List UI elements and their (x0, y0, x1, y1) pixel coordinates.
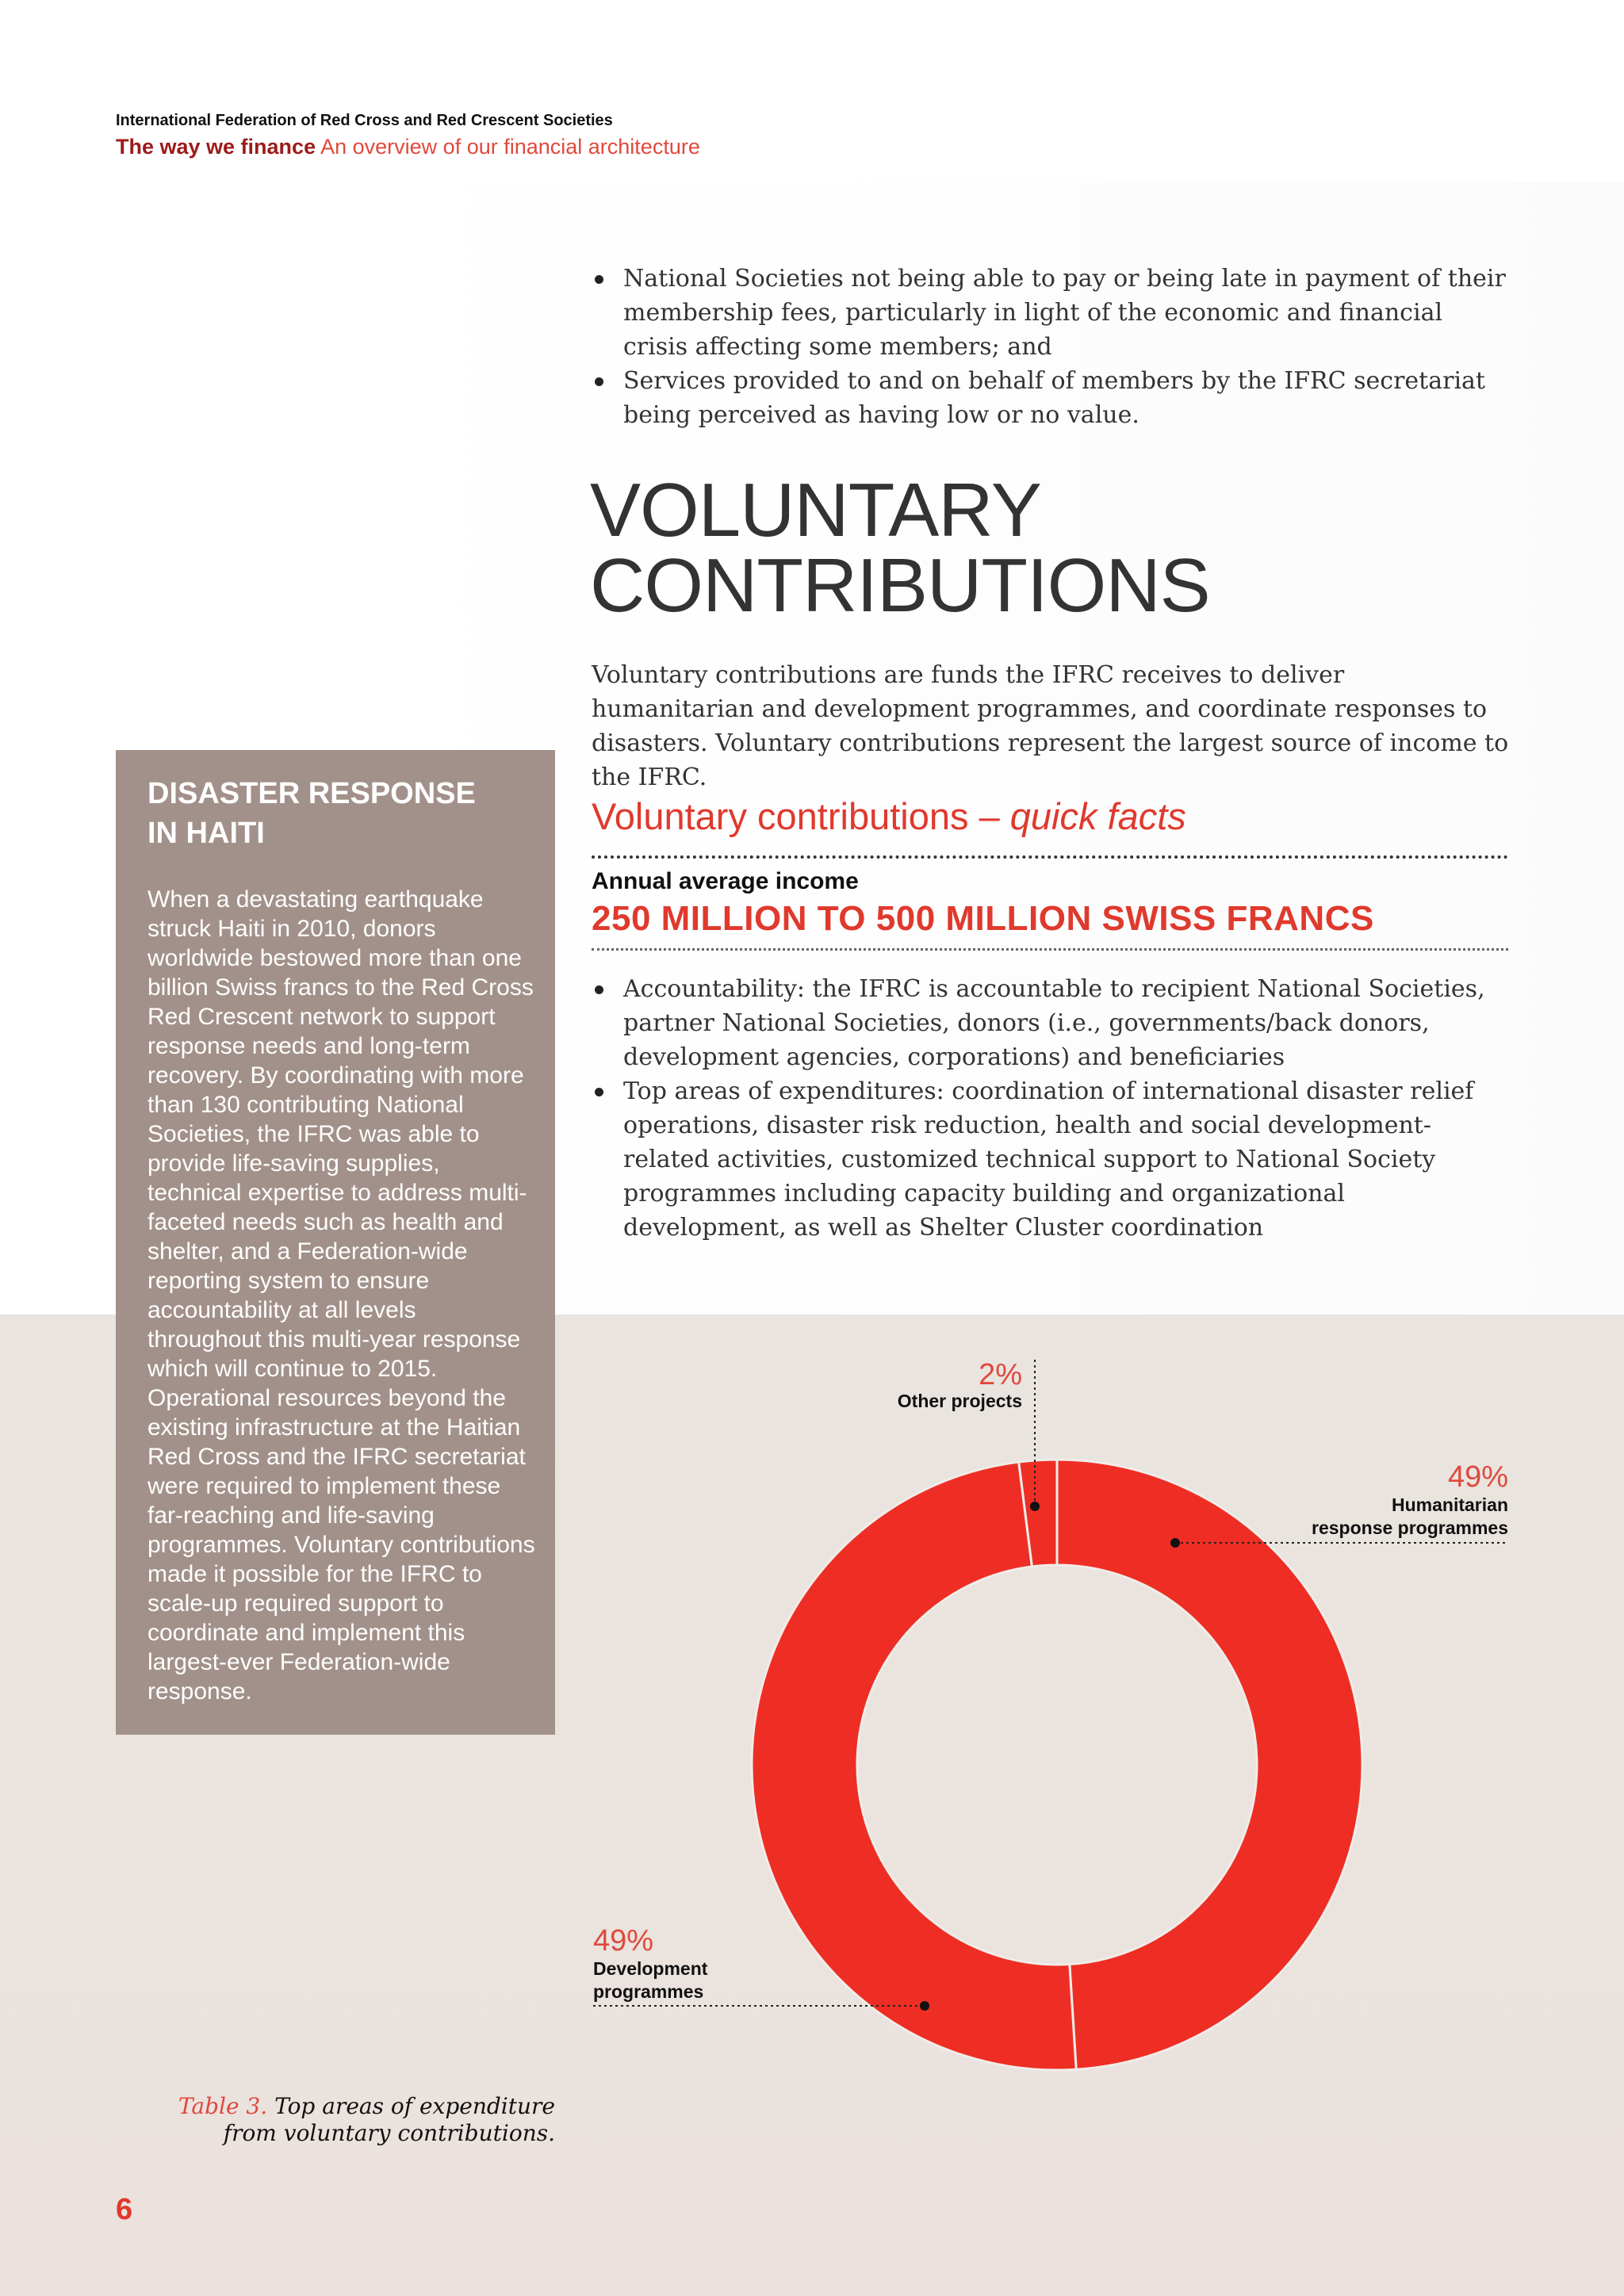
section-title-line-1: VOLUNTARY (590, 468, 1041, 553)
leader-dot-development (920, 2001, 929, 2011)
pct-label-development: 49% (593, 1924, 654, 1957)
sidebar-title-line-2: IN HAITI (147, 817, 265, 850)
slice-label-development-2: programmes (593, 1981, 704, 2002)
donut-slices (752, 1460, 1362, 2070)
quick-facts-title-italic: quick facts (1009, 795, 1186, 837)
quick-facts-title-main: Voluntary contributions – (592, 795, 1010, 837)
leader-lines (593, 1360, 1508, 2011)
pct-label-other: 2% (979, 1358, 1022, 1391)
section-intro: Voluntary contributions are funds the IFRC receives to deliver humanitarian and development programmes, and coordinate responses to disasters. Voluntary contributions represent the largest source of income to the IFRC. (592, 661, 1509, 791)
sidebar-title-line-1: DISASTER RESPONSE (147, 777, 476, 810)
donut-slice-humanitarian-response-programmes (1057, 1460, 1362, 2069)
doc-subtitle: An overview of our financial architecture (320, 135, 700, 159)
pct-label-humanitarian: 49% (1447, 1460, 1508, 1494)
slice-label-development-1: Development (593, 1958, 708, 1979)
list-item: National Societies not being able to pay or being late in payment of their membership fees, particularly in light of the economic and financial crisis affecting some members; and (592, 262, 1511, 364)
income-label: Annual average income (592, 868, 859, 894)
figure-caption (119, 2093, 555, 2147)
section-title-line-2: CONTRIBUTIONS (590, 543, 1210, 628)
slice-label-humanitarian-1: Humanitarian (1392, 1494, 1508, 1515)
list-item: Top areas of expenditures: coordination of international disaster relief operations, disaster risk reduction, health and social development-related activities, customized technical support to National Society programmes including capacity building and organizational development, as well as Shelter Cluster coordination (592, 1074, 1511, 1245)
list-item: Accountability: the IFRC is accountable to recipient National Societies, partner National Societies, donors (i.e., governments/back donors, development agencies, corporations) and beneficiaries (592, 972, 1511, 1074)
donut-slice-development-programmes (752, 1462, 1076, 2070)
leader-dot-humanitarian (1170, 1538, 1180, 1548)
leader-dot-other (1030, 1502, 1040, 1511)
sidebar-body: When a devastating earthquake struck Haiti in 2010, donors worldwide bestowed more than one billion Swiss francs to the Red Cross Red Crescent network to support response needs and long-term recovery. By coordinating with more than 130 contributing National Societies, the IFRC was able to provide life-saving supplies, technical expertise to address multi-faceted needs such as health and shelter, and a Federation-wide reporting system to ensure accountability at all levels throughout this multi-year response which will continue to 2015. Operational resources beyond the existing infrastructure at the Haitian Red Cross and the IFRC secretariat were required to implement these far-reaching and life-saving programmes. Voluntary contributions made it possible for the IFRC to scale-up required support to coordinate and implement this largest-ever Federation-wide response. (147, 886, 535, 1705)
page-number: 6 (116, 2193, 133, 2226)
slice-label-humanitarian-2: response programmes (1312, 1517, 1508, 1538)
list-item: Services provided to and on behalf of members by the IFRC secretariat being perceived as having low or no value. (592, 364, 1511, 432)
caption-text: Top areas of expenditure from voluntary contributions. (223, 2093, 555, 2146)
doc-title: The way we finance (116, 135, 316, 159)
header-organization: International Federation of Red Cross and Red Crescent Societies (116, 112, 613, 129)
slice-label-other: Other projects (897, 1391, 1022, 1411)
income-value: 250 MILLION TO 500 MILLION SWISS FRANCS (592, 899, 1374, 938)
caption-number: Table 3. (178, 2093, 268, 2119)
